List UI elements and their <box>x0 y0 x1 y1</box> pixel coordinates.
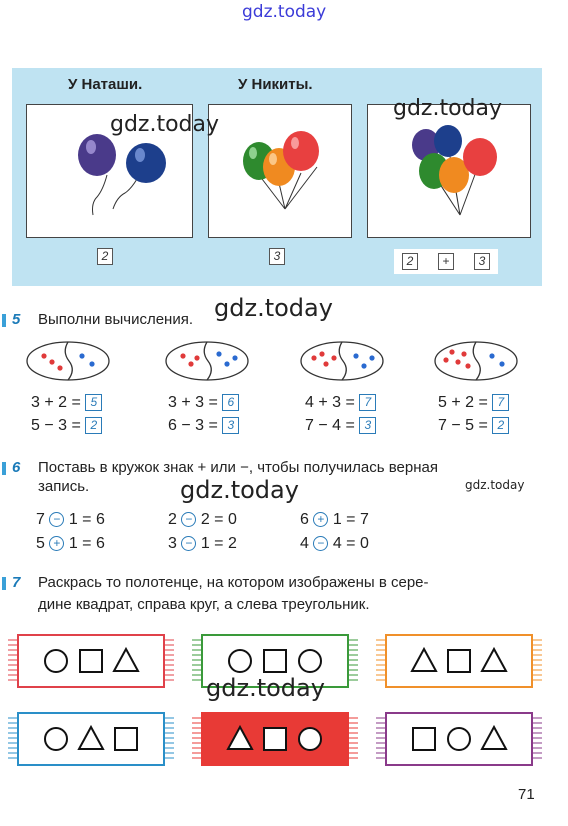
exercise-5-title: Выполни вычисления. <box>38 311 193 328</box>
sign-equation: 2 − 2 = 0 <box>168 511 237 528</box>
sign-circle[interactable]: − <box>181 536 196 551</box>
nikita-balloons-illustration <box>209 105 351 237</box>
oval-2 <box>166 342 248 380</box>
towel-6[interactable] <box>376 710 542 770</box>
sign-circle[interactable]: − <box>313 536 328 551</box>
sum-op-box: + <box>438 253 454 270</box>
oval-3 <box>301 342 383 380</box>
sign-equation: 5 + 1 = 6 <box>36 535 105 552</box>
sign-equation: 4 − 4 = 0 <box>300 535 369 552</box>
sign-circle[interactable]: − <box>181 512 196 527</box>
exercise-6-text-line1: Поставь в кружок знак + или −, чтобы получилась верная <box>38 459 438 476</box>
equation: 3 + 3 = 6 <box>168 394 239 412</box>
sign-circle[interactable]: − <box>49 512 64 527</box>
exercise-7-number: 7 <box>12 574 21 591</box>
equation: 5 + 2 = 7 <box>438 394 509 412</box>
sum-right-box: 3 <box>474 253 490 270</box>
equation: 6 − 3 = 3 <box>168 417 239 435</box>
exercise-marker <box>2 577 6 590</box>
watermark: gdz.today <box>214 294 333 322</box>
dot-ovals <box>26 340 536 386</box>
nikita-label: У Никиты. <box>238 76 313 93</box>
equation: 3 + 2 = 5 <box>31 394 102 412</box>
watermark: gdz.today <box>393 96 503 121</box>
exercise-7-text-line1: Раскрась то полотенце, на котором изображены в сере- <box>38 574 429 591</box>
exercise-6-number: 6 <box>12 459 21 476</box>
sum-left-box: 2 <box>402 253 418 270</box>
nikita-count: 3 <box>269 247 285 265</box>
natasha-count: 2 <box>97 247 113 265</box>
natasha-label: У Наташи. <box>68 76 143 93</box>
towel-3[interactable] <box>376 632 542 692</box>
equation: 4 + 3 = 7 <box>305 394 376 412</box>
square-shape <box>264 728 286 750</box>
exercise-7-text-line2: дине квадрат, справа круг, а слева треугольник. <box>38 596 370 613</box>
watermark: gdz.today <box>206 674 325 702</box>
circle-shape <box>299 728 321 750</box>
exercise-5-number: 5 <box>12 311 21 328</box>
equation: 5 − 3 = 2 <box>31 417 102 435</box>
oval-4 <box>435 342 517 380</box>
sign-equation: 6 + 1 = 7 <box>300 511 369 528</box>
page-number: 71 <box>518 786 535 803</box>
watermark: gdz.today <box>110 112 220 137</box>
combined-card <box>367 104 531 238</box>
towel-5[interactable] <box>192 710 358 770</box>
equation: 7 − 4 = 3 <box>305 417 376 435</box>
exercise-6-text-line2: запись. <box>38 478 90 495</box>
oval-1 <box>27 342 109 380</box>
exercise-marker <box>2 462 6 475</box>
combined-balloons-illustration <box>368 105 530 237</box>
watermark: gdz.today <box>180 476 299 504</box>
equation: 7 − 5 = 2 <box>438 417 509 435</box>
watermark-small: gdz.today <box>465 478 525 492</box>
sign-equation: 7 − 1 = 6 <box>36 511 105 528</box>
sum-strip <box>394 249 498 274</box>
towel-1[interactable] <box>8 632 174 692</box>
sign-circle[interactable]: + <box>49 536 64 551</box>
top-watermark: gdz.today <box>242 2 327 22</box>
exercise-marker <box>2 314 6 327</box>
sign-circle[interactable]: + <box>313 512 328 527</box>
sign-equation: 3 − 1 = 2 <box>168 535 237 552</box>
nikita-card <box>208 104 352 238</box>
towel-4[interactable] <box>8 710 174 770</box>
